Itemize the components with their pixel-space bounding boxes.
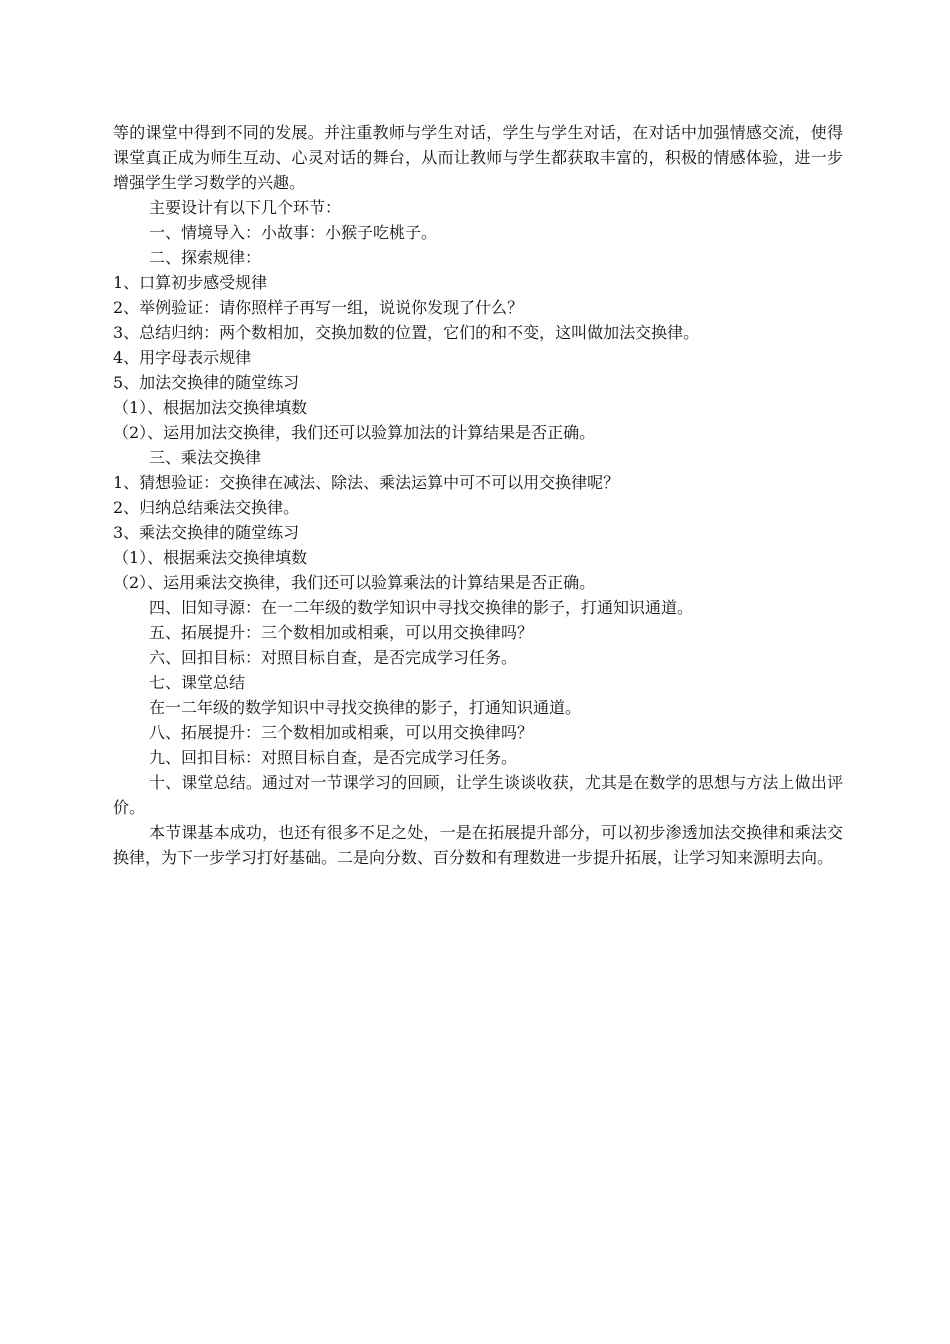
section-2-item-3: 3、总结归纳：两个数相加，交换加数的位置，它们的和不变，这叫做加法交换律。 bbox=[113, 323, 700, 342]
section-7: 七、课堂总结 bbox=[149, 673, 246, 692]
section-3-item-3-2: （2）、运用乘法交换律，我们还可以验算乘法的计算结果是否正确。 bbox=[113, 573, 596, 592]
section-2-item-2: 2、举例验证：请你照样子再写一组，说说你发现了什么？ bbox=[113, 298, 524, 317]
section-5: 五、拓展提升：三个数相加或相乘，可以用交换律吗？ bbox=[149, 623, 534, 642]
reflection-paragraph: 本节课基本成功，也还有很多不足之处，一是在拓展提升部分，可以初步渗透加法交换律和乘法交换律，为下一步学习打好基础。二是向分数、百分数和有理数进一步提升拓展，让学习知来源明去向。 bbox=[113, 823, 843, 867]
section-9: 九、回扣目标：对照目标自查，是否完成学习任务。 bbox=[149, 748, 518, 767]
design-intro: 主要设计有以下几个环节： bbox=[149, 198, 342, 217]
paragraph-continuation: 等的课堂中得到不同的发展。并注重教师与学生对话，学生与学生对话，在对话中加强情感交流，使得课堂真正成为师生互动、心灵对话的舞台，从而让教师与学生都获取丰富的，积极的情感体验，进一步增强学生学习数学的兴趣。 bbox=[113, 123, 843, 192]
section-10: 十、课堂总结。通过对一节课学习的回顾，让学生谈谈收获，尤其是在数学的思想与方法上做出评价。 bbox=[113, 773, 843, 817]
section-2-item-5-2: （2）、运用加法交换律，我们还可以验算加法的计算结果是否正确。 bbox=[113, 423, 596, 442]
section-6: 六、回扣目标：对照目标自查，是否完成学习任务。 bbox=[149, 648, 518, 667]
section-3-item-3-1: （1）、根据乘法交换律填数 bbox=[113, 548, 308, 567]
section-1: 一、情境导入：小故事：小猴子吃桃子。 bbox=[149, 223, 438, 242]
section-3-item-2: 2、归纳总结乘法交换律。 bbox=[113, 498, 300, 517]
section-3-item-3: 3、乘法交换律的随堂练习 bbox=[113, 523, 300, 542]
section-4: 四、旧知寻源：在一二年级的数学知识中寻找交换律的影子，打通知识通道。 bbox=[149, 598, 694, 617]
section-8: 八、拓展提升：三个数相加或相乘，可以用交换律吗？ bbox=[149, 723, 534, 742]
section-2-item-5-1: （1）、根据加法交换律填数 bbox=[113, 398, 308, 417]
section-3: 三、乘法交换律 bbox=[149, 448, 262, 467]
section-2-item-5: 5、加法交换律的随堂练习 bbox=[113, 373, 300, 392]
section-2-item-4: 4、用字母表示规律 bbox=[113, 348, 252, 367]
section-3-item-1: 1、猜想验证：交换律在减法、除法、乘法运算中可不可以用交换律呢？ bbox=[113, 473, 620, 492]
section-2: 二、探索规律： bbox=[149, 248, 262, 267]
document-body bbox=[113, 120, 843, 870]
section-2-item-1: 1、口算初步感受规律 bbox=[113, 273, 268, 292]
section-7-text: 在一二年级的数学知识中寻找交换律的影子，打通知识通道。 bbox=[149, 698, 582, 717]
